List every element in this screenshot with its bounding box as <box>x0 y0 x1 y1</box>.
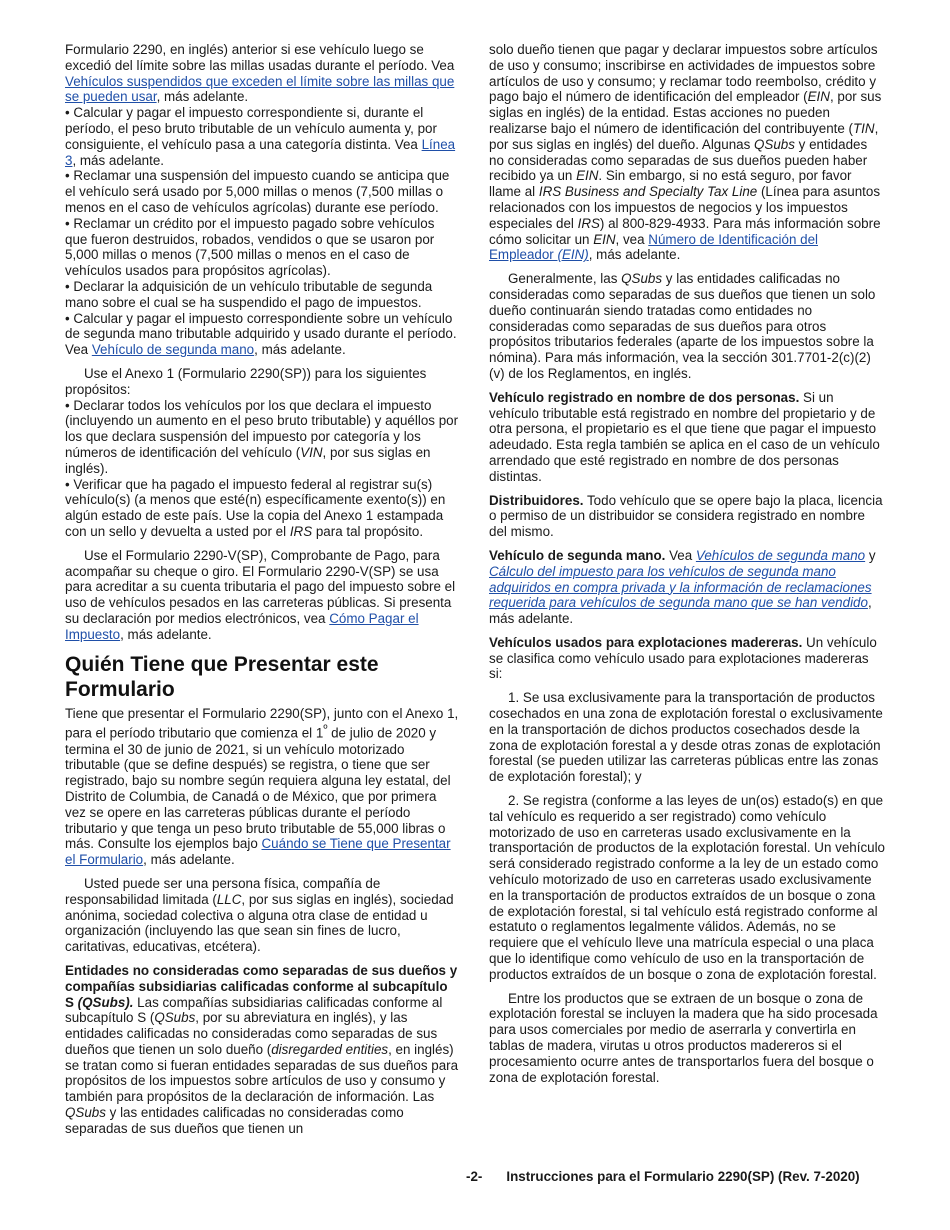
paragraph-continued: solo dueño tienen que pagar y declarar impuestos sobre artículos de uso y consumo; inscribirse en actividades de impuestos sobre artículos de uso y consumo; y reclamar todo reembolso, crédito y pago bajo el número de identificación del empleador (EIN, por sus siglas en inglés) de la entidad. Estas acciones no pueden realizarse bajo el número de identificación del contribuyente (TIN, por sus siglas en inglés) del dueño. Algunas QSubs y entidades no consideradas como separadas de sus dueños pueden haber recibido ya un EIN. Sin embargo, si no está seguro, por favor llame al IRS Business and Specialty Tax Line (Línea para asuntos relacionados con los impuestos de negocios y los impuestos especiales del IRS) al 800-829-4933. Para más información sobre cómo solicitar un EIN, vea Número de Identificación del Empleador (EIN), más adelante. <box>489 42 882 263</box>
bullet-item: • Verificar que ha pagado el impuesto federal al registrar su(s) vehículo(s) (a menos que esté(n) específicamente exento(s)) en algún estado de este país. Use la copia del Anexo 1 estampada con un sello y devuelta a usted por el IRS para tal propósito. <box>65 477 460 540</box>
link-suspended-vehicles[interactable]: Vehículos suspendidos que exceden el límite sobre las millas que se pueden usar <box>65 73 455 105</box>
link-how-to-pay[interactable]: Cómo Pagar el Impuesto <box>65 610 419 642</box>
paragraph: Usted puede ser una persona física, compañía de responsabilidad limitada (LLC, por sus siglas en inglés), sociedad anónima, sociedad colectiva o alguna otra clase de entidad u organización (incluyendo las que sean sin fines de lucro, caritativas, educativas, etcétera). <box>65 875 454 955</box>
paragraph: Vehículos usados para explotaciones madereras. Un vehículo se clasifica como vehículo usado para explotaciones madereras si: <box>489 634 877 682</box>
numbered-item: 1. Se usa exclusivamente para la transportación de productos cosechados en una zona de explotación forestal o exclusivamente en la transportación de dichos productos cosechados desde la zona de explotación forestal a y desde otras zonas de explotación forestal (se pueden utilizar las carreteras públicas entre las zonas de explotación forestal); y <box>489 690 883 785</box>
paragraph: Vehículo registrado en nombre de dos personas. Si un vehículo tributable está registrado en nombre del propietario y de otra persona, el propietario es el que tiene que pagar el impuesto adeudado. Esta regla también se aplica en el caso de un vehículo arrendado que esté registrado en nombre de dos personas distintas. <box>489 389 880 484</box>
link-ein[interactable]: Número de Identificación del Empleador (EIN) <box>489 231 819 263</box>
page-footer <box>466 1169 860 1184</box>
bullet-item: • Calcular y pagar el impuesto correspondiente sobre un vehículo de segunda mano tributable adquirido y usado durante el período. Vea Vehículo de segunda mano, más adelante. <box>65 311 460 358</box>
paragraph: Entre los productos que se extraen de un bosque o zona de explotación forestal se incluyen la madera que ha sido procesada para usos comerciales por medio de aserrarla y convertirla en tablas de madera, virutas u otros productos madereros si el procesamiento ocurre antes de transportarlos fuera del bosque o zona de explotación forestal. <box>489 990 878 1085</box>
paragraph: Generalmente, las QSubs y las entidades calificadas no consideradas como separadas de sus dueños que tienen un solo dueño continuarán siendo tratadas como entidades no consideradas como separadas de sus dueños para otros propósitos tributarios federales (aparte de los impuestos sobre la nómina). Para más información, vea la sección 301.7701-2(c)(2)(v) de los Reglamentos, en inglés. <box>489 271 876 381</box>
paragraph: Entidades no consideradas como separadas de sus dueños y compañías subsidiarias calificadas conforme al subcapítulo S (QSubs). Las compañías subsidiarias calificadas conforme al subcapítulo S (QSubs, por su abreviatura en inglés), y las entidades calificadas no consideradas como separadas de sus dueños que tienen un solo dueño (disregarded entities, en inglés) se tratan como si fueran entidades separadas de sus dueños para propósitos de los impuestos sobre artículos de uso y consumo y también para propósitos de la declaración de información. Las QSubs y las entidades calificadas no consideradas como separadas de sus dueños que tienen un <box>65 962 459 1136</box>
numbered-item: 2. Se registra (conforme a las leyes de un(os) estado(s) en que tal vehículo es requerido a ser registrado) como vehículo motorizado de uso en carreteras usado exclusivamente en la transportación de productos de la explotación forestal. Un vehículo será considerado registrado conforme a la ley de un estado como vehículo motorizado de uso en carreteras usado exclusivamente en la transportación de productos extraídos de un bosque o zona de explotación forestal, si tal vehículo está registrado conforme al estatuto o reglamentos legalmente válidos. Además, no se requiere que el vehículo lleve una matrícula especial o una placa que lo identifique como vehículo de uso en la transportación de productos extraídos de un bosque o zona de explotación forestal. <box>489 793 886 982</box>
section-heading: Quién Tiene que Presentar este Formulario <box>65 653 379 702</box>
link-used-vehicle-tax-calculation[interactable]: Cálculo del impuesto para los vehículos de segunda mano adquiridos en compra privada y la información de reclamaciones requerida para vehículos de segunda mano que se han vendido <box>489 563 872 611</box>
paragraph: Use el Anexo 1 (Formulario 2290(SP)) para los siguientes propósitos: <box>65 365 427 397</box>
left-column <box>65 42 460 1145</box>
paragraph: Distribuidores. Todo vehículo que se opere bajo la placa, licencia o permiso de un distribuidor se considera registrado en nombre del mismo. <box>489 492 883 540</box>
link-line-3[interactable]: Línea 3 <box>65 136 456 168</box>
paragraph: Tiene que presentar el Formulario 2290(SP), junto con el Anexo 1, para el período tributario que comienza el $1^º$ de julio de 2020 y termina el 30 de junio de 2021, si un vehículo motorizado tributable (que se define después) se registra, o tiene que ser registrado, bajo su nombre según requiera alguna ley estatal, del Distrito de Columbia, de Canadá o de México, que por primera vez se opere en las carreteras públicas durante el período tributario y que tenga un peso bruto tributable de 55,000 libras o más. Consulte los ejemplos bajo Cuándo se Tiene que Presentar el Formulario, más adelante. <box>65 706 459 868</box>
link-when-to-file[interactable]: Cuándo se Tiene que Presentar el Formulario <box>65 836 451 868</box>
link-used-vehicles[interactable]: Vehículos de segunda mano <box>695 547 866 563</box>
bullet-item: • Declarar la adquisición de un vehículo tributable de segunda mano sobre el cual se ha suspendido el pago de impuestos. <box>65 279 460 311</box>
right-column <box>489 42 885 1093</box>
paragraph-continued: Formulario 2290, en inglés) anterior si ese vehículo luego se excedió del límite sobre las millas usadas durante el período. Vea Vehículos suspendidos que exceden el límite sobre las millas que se pueden usar, más adelante. <box>65 42 455 105</box>
paragraph: Vehículo de segunda mano. Vea Vehículos de segunda mano y Cálculo del impuesto para los vehículos de segunda mano adquiridos en compra privada y la información de reclamaciones requerida para vehículos de segunda mano que se han vendido, más adelante. <box>489 547 876 627</box>
bullet-item: • Calcular y pagar el impuesto correspondiente si, durante el período, el peso bruto tributable de un vehículo aumenta y, por consiguiente, el vehículo pasa a una categoría distinta. Vea Línea 3, más adelante. <box>65 105 460 168</box>
bullet-item: • Reclamar una suspensión del impuesto cuando se anticipa que el vehículo será usado por 5,000 millas o menos (7,500 millas o menos en el caso de vehículos agrícolas) durante ese período. <box>65 168 460 215</box>
footer-title: Instrucciones para el Formulario 2290(SP) (Rev. 7-2020) <box>506 1169 860 1184</box>
paragraph: Use el Formulario 2290-V(SP), Comprobante de Pago, para acompañar su cheque o giro. El Formulario 2290-V(SP) se usa para acreditar a su cuenta tributaria el pago del impuesto sobre el uso de vehículos pesados en las carreteras públicas. Si presenta su declaración por medios electrónicos, vea Cómo Pagar el Impuesto, más adelante. <box>65 547 456 642</box>
bullet-item: • Declarar todos los vehículos por los que declara el impuesto (incluyendo un aumento en el peso bruto tributable) y aquéllos por los que declara suspensión del impuesto por categoría y los números de identificación del vehículo (VIN, por sus siglas en inglés). <box>65 398 460 477</box>
link-used-vehicle[interactable]: Vehículo de segunda mano <box>91 342 255 358</box>
page-number: -2- <box>466 1169 483 1184</box>
bullet-item: • Reclamar un crédito por el impuesto pagado sobre vehículos que fueron destruidos, robados, vendidos o que se usaron por 5,000 millas o menos (7,500 millas o menos en el caso de vehículos usados para propósitos agrícolas). <box>65 216 460 279</box>
